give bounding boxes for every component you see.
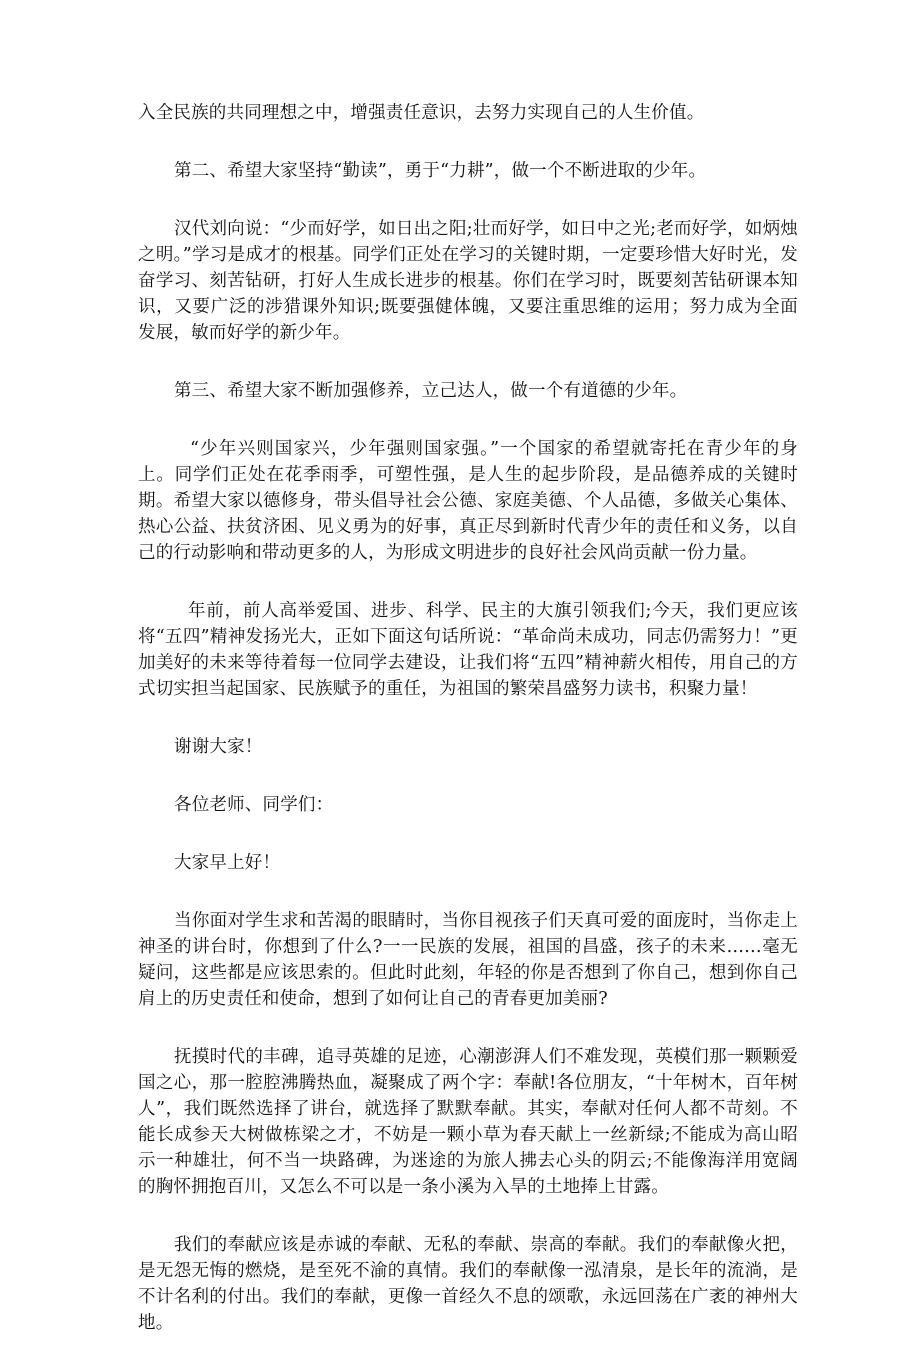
paragraph-continuation: 入全民族的共同理想之中，增强责任意识，去努力实现自己的人生价值。	[138, 103, 705, 123]
paragraph-point-two: 第二、希望大家坚持“勤读”，勇于“力耕”，做一个不断进取的少年。	[174, 161, 707, 181]
paragraph-study: 汉代刘向说：“少而好学，如日出之阳;壮而好学，如日中之光;老而好学，如炳烛之明。”学习是成才的根基。同学们正处在学习的关键时期，一定要珍惜大好时光，发奋学习、刻苦钻研，打好人生成长进步的根基。你们在学习时，既要刻苦钻研课本知识，又要广泛的涉猎课外知识;既要强健体魄，又要注重思维的运用；努力成为全面发展，敏而好学的新少年。	[138, 219, 798, 343]
paragraph-greeting: 大家早上好！	[174, 853, 281, 873]
document-body	[138, 100, 798, 1368]
paragraph-point-three: 第三、希望大家不断加强修养，立己达人，做一个有道德的少年。	[174, 381, 688, 401]
paragraph-dedication: 抚摸时代的丰碑，追寻英雄的足迹，心潮澎湃人们不难发现，英模们那一颗颗爱国之心，那一腔腔沸腾热血，凝聚成了两个字：奉献!各位朋友，“十年树木，百年树人”，我们既然选择了讲台，就选择了默默奉献。其实，奉献对任何人都不苛刻。不能长成参天大树做栋梁之才，不妨是一颗小草为春天献上一丝新绿;不能成为高山昭示一种雄壮，何不当一块路碑，为迷途的为旅人拂去心头的阴云;不能像海洋用宽阔的胸怀拥抱百川，又怎么不可以是一条小溪为入旱的土地捧上甘露。	[138, 1047, 798, 1197]
paragraph-may-fourth: 年前，前人高举爱国、进步、科学、民主的大旗引领我们;今天，我们更应该将“五四”精神发扬光大，正如下面这句话所说：“革命尚未成功，同志仍需努力！”更加美好的未来等待着每一位同学去建设，让我们将“五四”精神薪火相传，用自己的方式切实担当起国家、民族赋予的重任，为祖国的繁荣昌盛努力读书，积聚力量！	[138, 601, 798, 699]
paragraph-podium: 当你面对学生求和苦渴的眼睛时，当你目视孩子们天真可爱的面庞时，当你走上神圣的讲台时，你想到了什么?一一民族的发展，祖国的昌盛，孩子的未来……毫无疑问，这些都是应该思索的。但此时此刻，年轻的你是否想到了你自己，想到你自己肩上的历史责任和使命，想到了如何让自己的青春更加美丽?	[138, 911, 798, 1009]
paragraph-morality: “少年兴则国家兴，少年强则国家强。”一个国家的希望就寄托在青少年的身上。同学们正处在花季雨季，可塑性强，是人生的起步阶段，是品德养成的关键时期。希望大家以德修身，带头倡导社会公德、家庭美德、个人品德，多做关心集体、热心公益、扶贫济困、见义勇为的好事，真正尽到新时代青少年的责任和义务，以自己的行动影响和带动更多的人，为形成文明进步的良好社会风尚贡献一份力量。	[138, 439, 798, 563]
paragraph-salutation: 各位老师、同学们：	[174, 795, 334, 815]
paragraph-thanks: 谢谢大家！	[174, 737, 263, 757]
paragraph-devotion: 我们的奉献应该是赤诚的奉献、无私的奉献、崇高的奉献。我们的奉献像火把，是无怨无悔的燃烧，是至死不渝的真情。我们的奉献像一泓清泉，是长年的流淌，是不计名利的付出。我们的奉献，更像一首经久不息的颂歌，永远回荡在广袤的神州大地。	[138, 1235, 798, 1333]
